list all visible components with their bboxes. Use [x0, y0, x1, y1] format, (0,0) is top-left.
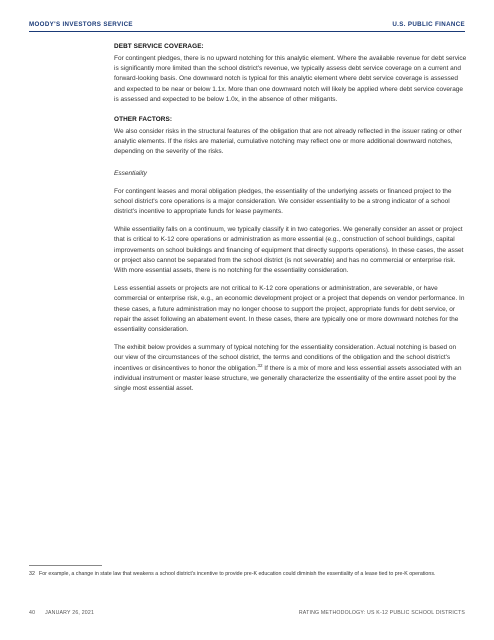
paragraph-text: The exhibit below provides a summary of typical notching for the essentiality consideration. Actual notching is based on our view of the circumstances of the school district, the terms and conditions of the obligation and the school district's incentives or disincentives to honor the obligation.	[114, 344, 457, 372]
debt-service-paragraph: For contingent pledges, there is no upward notching for this analytic element. Where the available revenue for debt service is significantly more limited than the school district's revenue, we typically assess debt service coverage on a current and forward-looking basis. One downward notch is typical for this analytic element where debt service coverage is assessed and expected to be near or below 1.1x. More than one downward notch will likely be applied where debt service coverage is assessed and expected to be below 1.0x, in the absence of other mitigants.	[114, 55, 467, 103]
document-title: RATING METHODOLOGY: US K-12 PUBLIC SCHOOL DISTRICTS	[298, 610, 465, 616]
page-number: 40	[29, 610, 36, 616]
debt-service-heading: DEBT SERVICE COVERAGE:	[114, 43, 204, 50]
essentiality-paragraph-4	[114, 343, 467, 394]
essentiality-paragraph-2: While essentiality falls on a continuum, we typically classify it in two categories. We generally consider an asset or project that is critical to K-12 core operations or administration as more essential (e.g., construction of school buildings, capital improvements on school buildings and financing of equipment that directly supports operations). In these cases, the asset or project also cannot be separated from the school district (is not severable) and has no commercial or enterprise risk. With more essential assets, there is no notching for the essentiality consideration.	[114, 226, 464, 275]
publication-date: JANUARY 26, 2021	[45, 610, 95, 616]
main-content	[114, 43, 467, 394]
section-label: U.S. PUBLIC FINANCE	[392, 21, 465, 28]
paragraph-text-continued: If there is a mix of more and less essential assets associated with an individual instrument or master lease structure, we generally characterize the essentiality of the entire asset pool by the single most essential asset.	[114, 364, 462, 393]
essentiality-subheading: Essentiality	[114, 169, 147, 177]
footnote-reference[interactable]: 32	[257, 362, 263, 368]
publisher-name: MOODY'S INVESTORS SERVICE	[29, 21, 133, 28]
footer-left	[29, 610, 94, 616]
essentiality-paragraph-3: Less essential assets or projects are not critical to K-12 core operations or administration, are severable, or have commercial or enterprise risk, e.g., an economic development project or a project that depends on vendor performance. In these cases, a future administration may no longer choose to support the project, appropriate funds for debt service, or repair the asset following an abatement event. In these cases, there are typically one or more downward notches for the essentiality consideration.	[114, 285, 465, 334]
other-factors-paragraph: We also consider risks in the structural features of the obligation that are not already reflected in the issuer rating or other analytic elements. If the risks are material, cumulative notching may reflect one or more additional downward notches, depending on the severity of the risks.	[114, 128, 462, 156]
header-divider	[29, 31, 465, 32]
footnote	[29, 570, 469, 578]
footnote-divider	[29, 565, 102, 566]
footnote-text: For example, a change in state law that weakens a school district's incentive to provide pre-K education could diminish the essentiality of a lease tied to pre-K operations.	[39, 571, 436, 577]
essentiality-paragraph-1: For contingent leases and moral obligation pledges, the essentiality of the underlying assets or financed project to the school district's core operations is a major consideration. We consider essentiality to be a strong indicator of a school district's incentive to appropriate funds for lease payments.	[114, 187, 452, 216]
footnote-number: 32	[29, 571, 35, 577]
other-factors-heading: OTHER FACTORS:	[114, 116, 173, 124]
